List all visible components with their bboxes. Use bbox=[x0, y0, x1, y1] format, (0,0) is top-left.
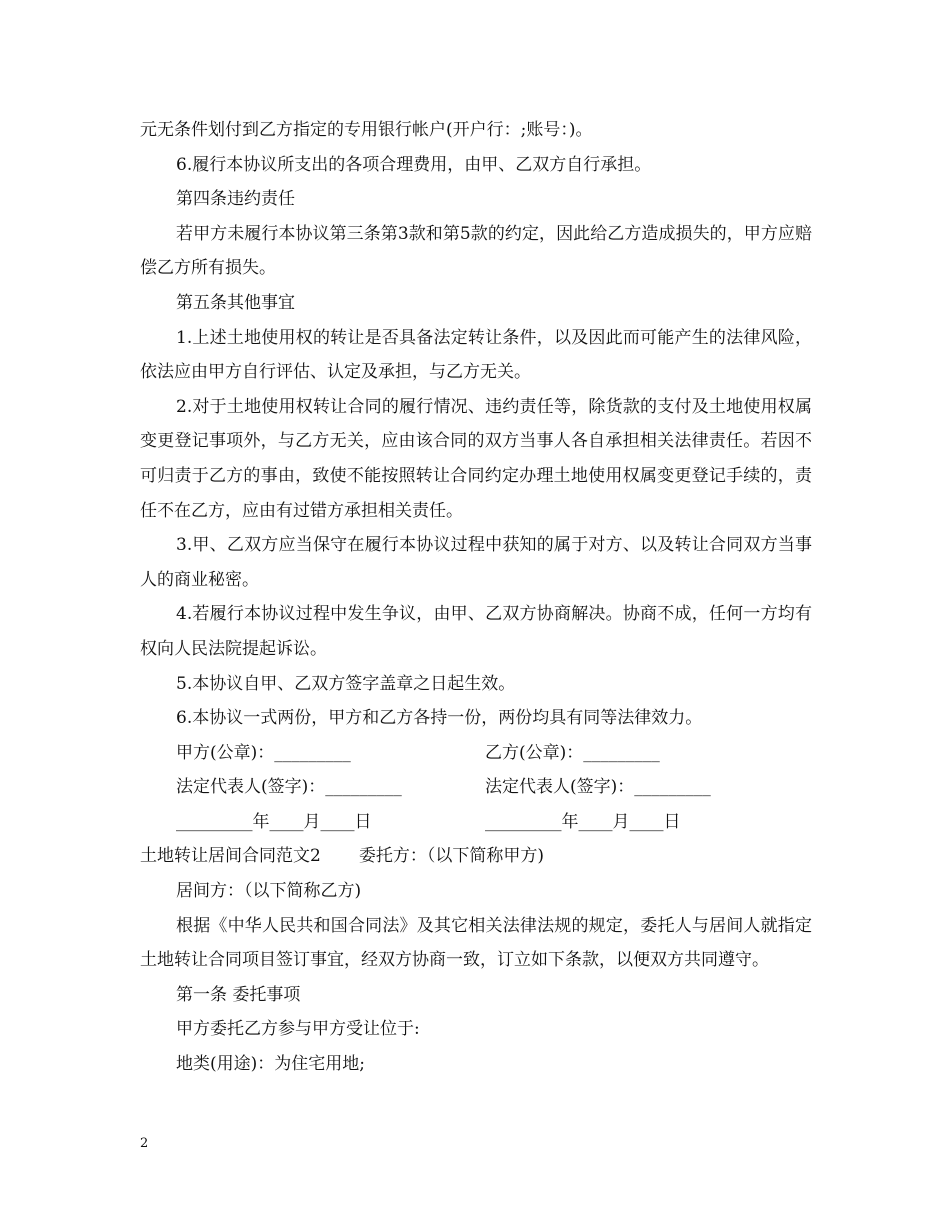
paragraph: 3.甲、乙双方应当保守在履行本协议过程中获知的属于对方、以及转让合同双方当事人的商业秘密。 bbox=[140, 535, 812, 590]
contract-title: 土地转让居间合同范文2 bbox=[140, 846, 321, 867]
signature-date-row bbox=[140, 805, 812, 840]
paragraph: 6.本协议一式两份，甲方和乙方各持一份，两份均具有同等法律效力。 bbox=[176, 708, 703, 729]
signature-seal-row bbox=[140, 736, 812, 771]
party-b-date: _________年____月____日 bbox=[485, 811, 681, 832]
client-line: 委托方：（以下简称甲方) bbox=[358, 846, 544, 867]
page-number: 2 bbox=[140, 1136, 149, 1151]
paragraph: 元无条件划付到乙方指定的专用银行帐户(开户行：;账号：)。 bbox=[140, 120, 593, 140]
party-a-seal: 甲方(公章)：_________ bbox=[176, 742, 351, 763]
signature-rep-row bbox=[140, 770, 812, 805]
section-heading: 第五条其他事宜 bbox=[176, 292, 295, 313]
contract-title-line bbox=[140, 839, 812, 874]
section-heading: 第一条 委托事项 bbox=[176, 984, 301, 1005]
party-a-date: _________年____月____日 bbox=[176, 811, 372, 832]
paragraph: 4.若履行本协议过程中发生争议，由甲、乙双方协商解决。协商不成，任何一方均有权向人民法院提起诉讼。 bbox=[140, 604, 812, 659]
party-b-representative: 法定代表人(签字)：_________ bbox=[485, 777, 711, 798]
paragraph: 2.对于土地使用权转让合同的履行情况、违约责任等，除货款的支付及土地使用权属变更登记事项外，与乙方无关，应由该合同的双方当事人各自承担相关法律责任。若因不可归责于乙方的事由，致使不能按照转让合同约定办理土地使用权属变更登记手续的，责任不在乙方，应由有过错方承担相关责任。 bbox=[140, 396, 812, 521]
paragraph: 居间方：（以下简称乙方) bbox=[176, 881, 362, 902]
section-heading: 第四条违约责任 bbox=[176, 189, 295, 210]
paragraph: 1.上述土地使用权的转让是否具备法定转让条件，以及因此而可能产生的法律风险，依法应由甲方自行评估、认定及承担，与乙方无关。 bbox=[140, 327, 812, 383]
paragraph: 若甲方未履行本协议第三条第3款和第5款的约定，因此给乙方造成损失的，甲方应赔偿乙方所有损失。 bbox=[140, 223, 812, 279]
paragraph: 甲方委托乙方参与甲方受让位于: bbox=[176, 1019, 420, 1040]
paragraph: 根据《中华人民共和国合同法》及其它相关法律法规的规定，委托人与居间人就指定土地转让合同项目签订事宜，经双方协商一致，订立如下条款，以便双方共同遵守。 bbox=[140, 915, 812, 971]
party-a-representative: 法定代表人(签字)：_________ bbox=[176, 777, 402, 798]
party-b-seal: 乙方(公章)：_________ bbox=[485, 742, 660, 763]
paragraph: 6.履行本协议所支出的各项合理费用，由甲、乙双方自行承担。 bbox=[176, 154, 652, 175]
paragraph: 5.本协议自甲、乙双方签字盖章之日起生效。 bbox=[176, 673, 516, 694]
paragraph: 地类(用途)：为住宅用地; bbox=[176, 1054, 365, 1075]
document-body bbox=[140, 113, 812, 1082]
